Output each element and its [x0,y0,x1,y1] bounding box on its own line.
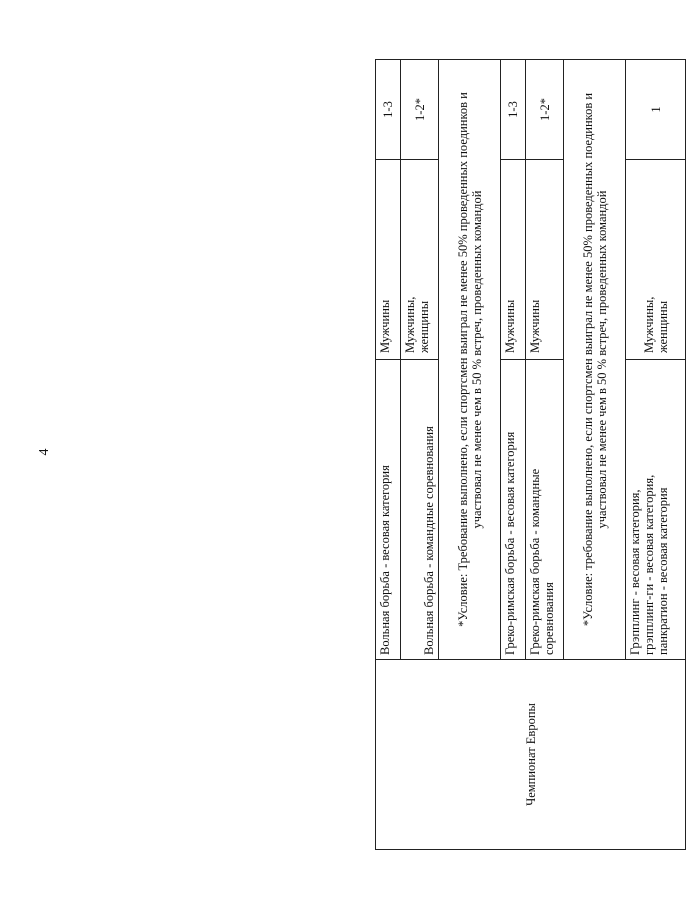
gender-line: Мужчины, [403,296,417,353]
gender-line: женщины [417,300,431,353]
gender-cell: Мужчины [526,160,564,360]
event-name: Чемпионат Европы [376,660,686,850]
note-cell: *Условие: требование выполнено, если спортсмен выиграл не менее 50% проведенных поединков и участвовал не менее чем в 50 % встреч, проведенных командой [564,60,626,660]
discipline-line: Греко-римская борьба - командные [528,468,542,655]
note-cell: *Условие: Требование выполнено, если спортсмен выиграл не менее 50% проведенных поединков и участвовал не менее чем в 50 % встреч, проведенных командой [439,60,501,660]
table-row [376,60,401,850]
discipline-cell: Вольная борьба - весовая категория [376,360,401,660]
gender-cell [626,160,686,360]
place-cell: 1 [626,60,686,160]
rotated-table-container [375,60,685,850]
discipline-line: грэпплинг-ги - весовая категория, [642,474,656,655]
discipline-cell [626,360,686,660]
gender-cell: Мужчины [376,160,401,360]
discipline-line: Грэпплинг - весовая категория, [628,489,642,655]
page-number: 4 [37,448,52,456]
gender-cell [401,160,439,360]
competition-table [375,59,686,850]
discipline-cell: Вольная борьба - командные соревнования [401,360,439,660]
gender-line: женщины [655,300,670,353]
gender-line: Мужчины, [641,296,656,353]
gender-cell: Мужчины [501,160,526,360]
place-cell: 1-2* [526,60,564,160]
discipline-line: панкратион - весовая категория [656,487,670,655]
discipline-cell [526,360,564,660]
discipline-line: соревнования [542,582,556,655]
place-cell: 1-3 [376,60,401,160]
place-cell: 1-2* [401,60,439,160]
discipline-cell: Греко-римская борьба - весовая категория [501,360,526,660]
place-cell: 1-3 [501,60,526,160]
